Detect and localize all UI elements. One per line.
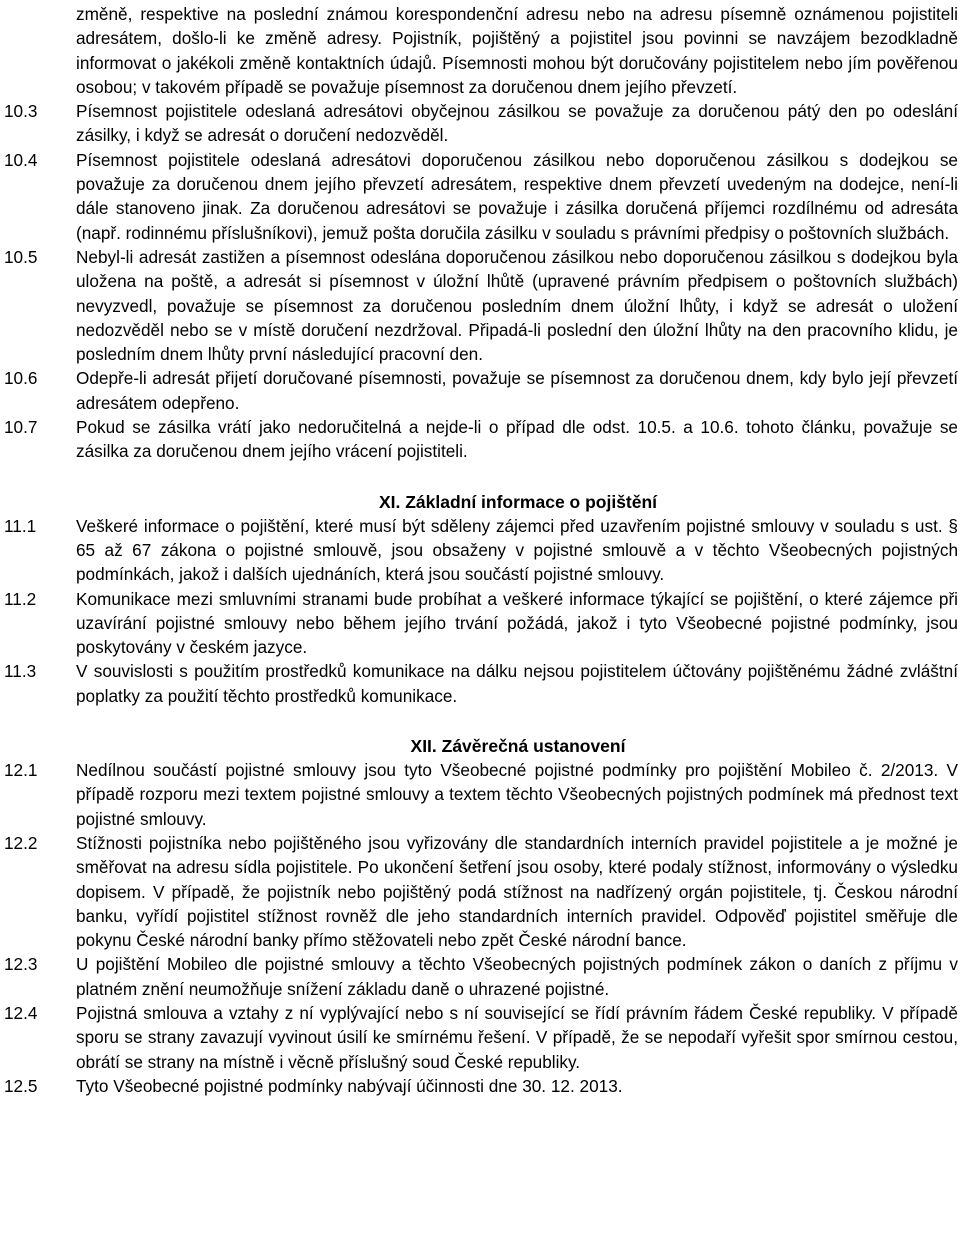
paragraph-text: změně, respektive na poslední známou korespondenční adresu nebo na adresu písemně oznámenou pojistiteli adresátem, došlo-li ke změně adresy. Pojistník, pojištěný a pojistitel jsou povinni se navzájem bezodkladně informovat o jakékoli změně kontaktních údajů. Písemnosti mohou být doručovány pojistitelem nebo jím pověřenou osobou; v takovém případě se považuje písemnost za doručenou dnem jejího převzetí. [76,4,958,97]
paragraph-text: U pojištění Mobileo dle pojistné smlouvy a těchto Všeobecných pojistných podmínek zákon o daních z příjmu v platném znění neumožňuje snížení základu daně o uhrazené pojistné. [76,954,958,999]
paragraph-text: Písemnost pojistitele odeslaná adresátovi obyčejnou zásilkou se považuje za doručenou pátý den po odeslání zásilky, i když se adresát o doručení nedozvěděl. [76,101,958,146]
paragraph-number: 10.3 [4,101,38,122]
paragraph-number: 10.4 [4,149,38,170]
paragraph-number: 12.1 [4,760,38,781]
paragraph-10-5 [0,245,960,366]
paragraph-10-6 [0,366,960,415]
paragraph-text: V souvislosti s použitím prostředků komunikace na dálku nejsou pojistitelem účtovány pojištěnému žádné zvláštní poplatky za použití těchto prostředků komunikace. [76,661,958,706]
paragraph-text: Písemnost pojistitele odeslaná adresátovi doporučenou zásilkou nebo doporučenou zásilkou s dodejkou se považuje za doručenou dnem jejího převzetí adresátem, respektive dnem převzetí uvedeným na dodejce, není-li dále stanoveno jinak. Za doručenou adresátovi se považuje i zásilka doručená příjemci rozdílnému od adresáta (např. rodinnému příslušníkovi), jemuž pošta doručila zásilku v souladu s právními předpisy o poštovních službách. [76,149,958,243]
paragraph-text: Pokud se zásilka vrátí jako nedoručitelná a nejde-li o případ dle odst. 10.5. a 10.6. tohoto článku, považuje se zásilka za doručenou dnem jejího vrácení pojistiteli. [76,417,958,462]
paragraph-number: 11.1 [4,515,37,536]
paragraph-number: 12.4 [4,1002,38,1023]
paragraph-number: 12.3 [4,954,38,975]
section-heading-xi: XI. Základní informace o pojištění [378,491,658,512]
paragraph-text: Odepře-li adresát přijetí doručované písemnosti, považuje se písemnost za doručenou dnem, kdy bylo její převzetí adresátem odepřeno. [76,368,958,413]
paragraph-12-2 [0,831,960,952]
paragraph-12-5 [0,1074,960,1098]
paragraph-number: 10.6 [4,368,38,389]
paragraph-text: Tyto Všeobecné pojistné podmínky nabývají účinnosti dne 30. 12. 2013. [76,1075,623,1096]
paragraph-12-1 [0,758,960,831]
paragraph-number: 10.7 [4,417,38,438]
paragraph-11-1 [0,514,960,587]
paragraph-text: Veškeré informace o pojištění, které musí být sděleny zájemci před uzavřením pojistné smlouvy v souladu s ust. § 65 až 67 zákona o pojistné smlouvě, jsou obsaženy v pojistné smlouvě a v těchto Všeobecných pojistných podmínkách, jakož i dalších ujednáních, která jsou součástí pojistné smlouvy. [76,515,958,585]
paragraph-12-3 [0,952,960,1001]
paragraph-10-3 [0,99,960,148]
paragraph-number: 11.2 [4,588,37,609]
paragraph-text: Komunikace mezi smluvními stranami bude probíhat a veškeré informace týkající se pojištění, o které zájemce při uzavírání pojistné smlouvy nebo během jejího trvání požádá, jakož i tyto Všeobecné pojistné podmínky, jsou poskytovány v českém jazyce. [76,588,958,658]
paragraph-number: 10.5 [4,246,38,267]
paragraph-10-7 [0,415,960,464]
paragraph-number: 12.5 [4,1075,38,1096]
paragraph-11-3 [0,659,960,708]
paragraph-text: Pojistná smlouva a vztahy z ní vyplývající nebo s ní související se řídí právním řádem České republiky. V případě sporu se strany zavazují vyvinout úsilí ke smírnému řešení. V případě, že se nepodaří vyřešit spor smírnou cestou, obrátí se strany na místně i věcně příslušný soud České republiky. [76,1002,958,1072]
paragraph-10-4 [0,148,960,245]
paragraph-11-2 [0,587,960,660]
paragraph-text: Nebyl-li adresát zastižen a písemnost odeslána doporučenou zásilkou nebo doporučenou zásilkou s dodejkou byla uložena na poště, a adresát si písemnost v úložní lhůtě (upravené právním předpisem o poštovních službách) nevyzvedl, považuje se písemnost za doručenou posledním dnem úložní lhůty, i když se adresát o uložení nedozvěděl nebo se v místě doručení nezdržoval. Připadá-li poslední den úložní lhůty na den pracovního klidu, je posledním dnem lhůty první následující pracovní den. [76,246,958,365]
paragraph-number: 11.3 [4,661,37,682]
section-heading-xii: XII. Závěrečná ustanovení [410,736,626,757]
paragraph-number: 12.2 [4,832,38,853]
paragraph-text: Nedílnou součástí pojistné smlouvy jsou tyto Všeobecné pojistné podmínky pro pojištění Mobileo č. 2/2013. V případě rozporu mezi textem pojistné smlouvy a textem těchto Všeobecných pojistných podmínek má přednost text pojistné smlouvy. [76,760,958,829]
paragraph-12-4 [0,1001,960,1074]
paragraph-text: Stížnosti pojistníka nebo pojištěného jsou vyřizovány dle standardních interních pravidel pojistitele a je možné je směřovat na adresu sídla pojistitele. Po ukončení šetření jsou osoby, které podaly stížnost, informovány o výsledku dopisem. V případě, že pojistník nebo pojištěný podá stížnost na nadřízený orgán pojistitele, tj. Českou národní banku, vyřídí pojistitel stížnost rovněž dle jeho standardních interních pravidel. Odpověď pojistitel směřuje dle pokynu České národní banky přímo stěžovateli nebo zpět České národní bance. [76,832,958,951]
paragraph-intro [0,2,960,99]
